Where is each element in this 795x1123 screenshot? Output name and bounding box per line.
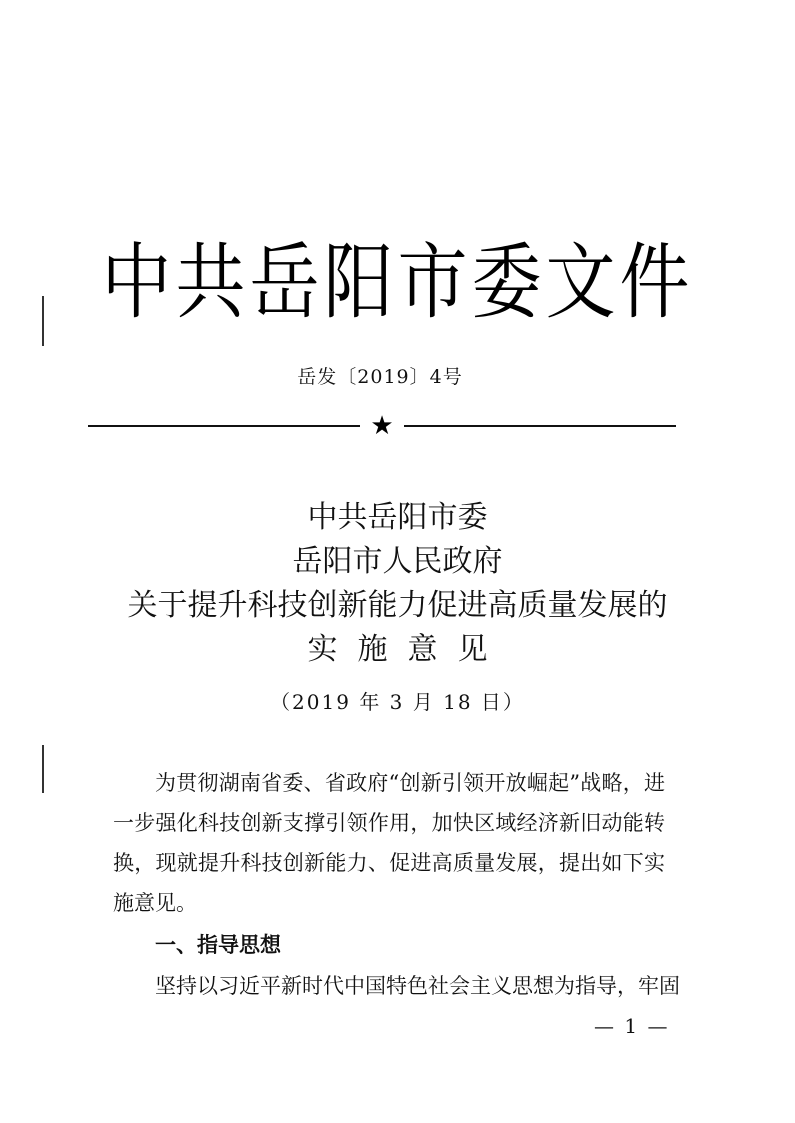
title-line-1: 中共岳阳市委 [307, 500, 488, 535]
star-icon: ★ [370, 411, 394, 441]
title-line-2: 岳阳市人民政府 [292, 544, 503, 579]
red-header-divider [88, 413, 676, 439]
title-line-3: 关于提升科技创新能力促进高质量发展的 [127, 588, 668, 623]
divider-line-left [88, 425, 360, 427]
document-date: （2019 年 3 月 18 日） [270, 690, 525, 714]
document-number: 岳发〔2019〕4号 [297, 366, 463, 388]
section-paragraph: 坚持以习近平新时代中国特色社会主义思想为指导，牢固 [155, 974, 680, 998]
intro-paragraph: 为贯彻湖南省委、省政府“创新引领开放崛起”战略，进一步强化科技创新支撑引领作用，加快区域经济新旧动能转换，现就提升科技创新能力、促进高质量发展，提出如下实施意见。 [113, 771, 665, 915]
document-header-title: 中共岳阳市委文件 [101, 233, 694, 331]
section-heading: 一、指导思想 [155, 933, 281, 957]
divider-line-right [404, 425, 676, 427]
body-intro [113, 763, 665, 923]
title-line-4: 实施意见 [307, 632, 508, 667]
document-title [0, 496, 795, 672]
binding-mark-bottom [42, 745, 44, 793]
page-number: — 1 — [594, 1014, 670, 1038]
